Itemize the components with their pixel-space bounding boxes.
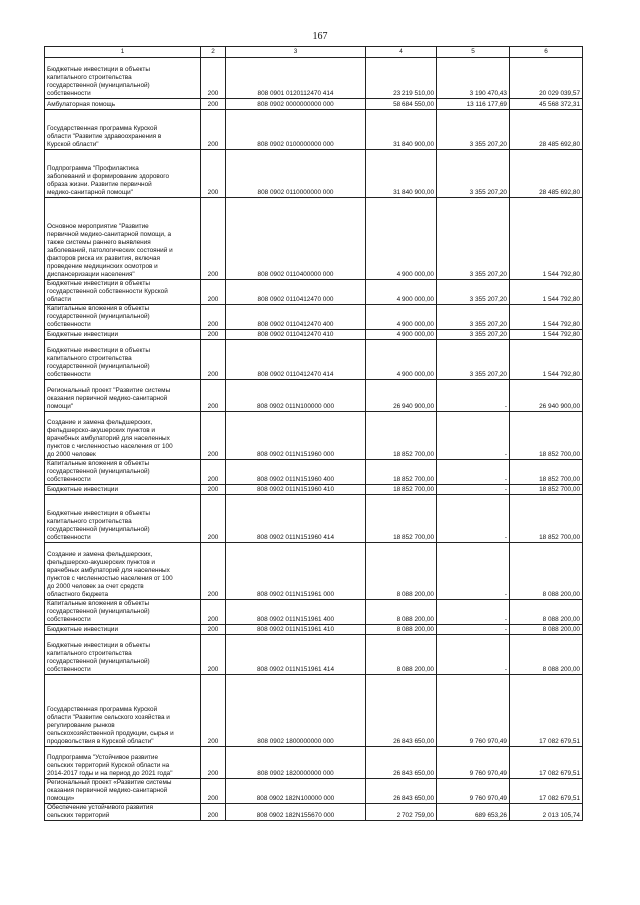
row-name-cell: Бюджетные инвестиции в объекты государственной собственности Курской области: [45, 280, 201, 305]
row-kbk-cell: 808 0902 1820000000 000: [226, 747, 366, 779]
row-amount-cell: 9 760 970,49: [437, 675, 510, 747]
row-amount-cell: -: [437, 485, 510, 495]
row-amount-cell: -: [437, 543, 510, 600]
row-amount-cell: 18 852 700,00: [366, 412, 437, 460]
row-kbk-cell: 808 0902 0110412470 414: [226, 340, 366, 380]
row-amount-cell: 2 013 105,74: [510, 804, 583, 821]
row-amount-cell: 3 355 207,20: [437, 330, 510, 340]
row-code-cell: 200: [201, 495, 226, 543]
row-amount-cell: 8 088 200,00: [510, 635, 583, 675]
row-amount-cell: 18 852 700,00: [510, 412, 583, 460]
row-kbk-cell: 808 0902 0000000000 000: [226, 99, 366, 110]
row-amount-cell: 4 900 000,00: [366, 198, 437, 280]
row-amount-cell: -: [437, 412, 510, 460]
row-name-cell: Подпрограмма "Устойчивое развитие сельских территорий Курской области на 2014-2017 годы и на период до 2021 года": [45, 747, 201, 779]
row-kbk-cell: 808 0902 011N151960 414: [226, 495, 366, 543]
row-name-cell: Бюджетные инвестиции в объекты капитального строительства государственной (муниципальной) собственности: [45, 340, 201, 380]
row-code-cell: 200: [201, 485, 226, 495]
row-amount-cell: 31 840 900,00: [366, 110, 437, 150]
table-row: [45, 600, 583, 625]
row-amount-cell: 8 088 200,00: [510, 600, 583, 625]
row-code-cell: 200: [201, 460, 226, 485]
row-amount-cell: 8 088 200,00: [366, 635, 437, 675]
row-name-cell: Капитальные вложения в объекты государственной (муниципальной) собственности: [45, 305, 201, 330]
row-kbk-cell: 808 0902 011N151961 400: [226, 600, 366, 625]
row-amount-cell: 1 544 792,80: [510, 340, 583, 380]
row-amount-cell: 3 355 207,20: [437, 150, 510, 198]
row-amount-cell: 13 116 177,69: [437, 99, 510, 110]
row-amount-cell: 18 852 700,00: [510, 485, 583, 495]
row-name-cell: Бюджетные инвестиции в объекты капитального строительства государственной (муниципальной) собственности: [45, 58, 201, 99]
row-code-cell: 200: [201, 305, 226, 330]
row-kbk-cell: 808 0902 182N155670 000: [226, 804, 366, 821]
row-amount-cell: -: [437, 625, 510, 635]
row-kbk-cell: 808 0902 0110000000 000: [226, 150, 366, 198]
row-amount-cell: 8 088 200,00: [366, 543, 437, 600]
row-code-cell: 200: [201, 99, 226, 110]
row-code-cell: 200: [201, 675, 226, 747]
column-header: 3: [226, 47, 366, 58]
row-amount-cell: 8 088 200,00: [366, 600, 437, 625]
table-row: [45, 305, 583, 330]
row-kbk-cell: 808 0902 0110400000 000: [226, 198, 366, 280]
row-amount-cell: 26 940 900,00: [510, 380, 583, 412]
row-code-cell: 200: [201, 280, 226, 305]
table-row: [45, 495, 583, 543]
row-code-cell: 200: [201, 804, 226, 821]
row-name-cell: Бюджетные инвестиции в объекты капитального строительства государственной (муниципальной) собственности: [45, 495, 201, 543]
row-amount-cell: 1 544 792,80: [510, 330, 583, 340]
row-amount-cell: 17 082 679,51: [510, 675, 583, 747]
row-code-cell: 200: [201, 198, 226, 280]
page-number: 167: [312, 31, 328, 42]
table-row: [45, 110, 583, 150]
row-amount-cell: 18 852 700,00: [366, 495, 437, 543]
column-header: 5: [437, 47, 510, 58]
table-row: [45, 460, 583, 485]
row-amount-cell: 3 355 207,20: [437, 110, 510, 150]
row-name-cell: Подпрограмма "Профилактика заболеваний и формирование здорового образа жизни. Развитие первичной медико-санитарной помощи": [45, 150, 201, 198]
row-amount-cell: 31 840 900,00: [366, 150, 437, 198]
row-amount-cell: 26 940 900,00: [366, 380, 437, 412]
table-row: [45, 779, 583, 804]
table-row: [45, 340, 583, 380]
row-amount-cell: 18 852 700,00: [366, 485, 437, 495]
row-kbk-cell: 808 0902 011N151961 000: [226, 543, 366, 600]
table-row: [45, 625, 583, 635]
row-amount-cell: -: [437, 380, 510, 412]
row-amount-cell: 4 900 000,00: [366, 330, 437, 340]
row-amount-cell: 8 088 200,00: [510, 543, 583, 600]
row-amount-cell: 3 355 207,20: [437, 280, 510, 305]
row-kbk-cell: 808 0902 0110412470 000: [226, 280, 366, 305]
row-amount-cell: 1 544 792,80: [510, 198, 583, 280]
table-row: [45, 150, 583, 198]
row-amount-cell: 28 485 692,80: [510, 110, 583, 150]
row-amount-cell: 1 544 792,80: [510, 305, 583, 330]
row-kbk-cell: 808 0902 0110412470 410: [226, 330, 366, 340]
row-name-cell: Капитальные вложения в объекты государственной (муниципальной) собственности: [45, 600, 201, 625]
row-name-cell: Региональный проект "Развитие системы оказания первичной медико-санитарной помощи": [45, 380, 201, 412]
row-kbk-cell: 808 0902 1800000000 000: [226, 675, 366, 747]
row-code-cell: 200: [201, 543, 226, 600]
row-name-cell: Государственная программа Курской области "Развитие здравоохранения в Курской области": [45, 110, 201, 150]
row-amount-cell: 4 900 000,00: [366, 340, 437, 380]
row-amount-cell: 3 355 207,20: [437, 198, 510, 280]
row-code-cell: 200: [201, 380, 226, 412]
row-amount-cell: 17 082 679,51: [510, 779, 583, 804]
row-amount-cell: 18 852 700,00: [510, 495, 583, 543]
row-name-cell: Бюджетные инвестиции: [45, 330, 201, 340]
row-amount-cell: 9 760 970,49: [437, 779, 510, 804]
row-kbk-cell: 808 0902 011N151960 410: [226, 485, 366, 495]
row-kbk-cell: 808 0901 0120112470 414: [226, 58, 366, 99]
table-row: [45, 198, 583, 280]
row-name-cell: Региональный проект «Развитие системы оказания первичной медико-санитарной помощи»: [45, 779, 201, 804]
budget-table: [44, 46, 583, 821]
row-code-cell: 200: [201, 600, 226, 625]
row-kbk-cell: 808 0902 182N100000 000: [226, 779, 366, 804]
row-code-cell: 200: [201, 779, 226, 804]
row-amount-cell: 18 852 700,00: [366, 460, 437, 485]
row-kbk-cell: 808 0902 0110412470 400: [226, 305, 366, 330]
row-amount-cell: 17 082 679,51: [510, 747, 583, 779]
row-name-cell: Амбулаторная помощь: [45, 99, 201, 110]
row-code-cell: 200: [201, 747, 226, 779]
row-amount-cell: 8 088 200,00: [510, 625, 583, 635]
table-row: [45, 280, 583, 305]
table-row: [45, 485, 583, 495]
row-amount-cell: 20 029 039,57: [510, 58, 583, 99]
table-row: [45, 380, 583, 412]
row-code-cell: 200: [201, 58, 226, 99]
row-code-cell: 200: [201, 412, 226, 460]
row-amount-cell: 8 088 200,00: [366, 625, 437, 635]
row-code-cell: 200: [201, 625, 226, 635]
row-amount-cell: 26 843 650,00: [366, 675, 437, 747]
row-code-cell: 200: [201, 110, 226, 150]
table-row: [45, 804, 583, 821]
table-row: [45, 675, 583, 747]
row-name-cell: Создание и замена фельдшерских, фельдшерско-акушерских пунктов и врачебных амбулаторий для населенных пунктов с численностью населения от 100 до 2000 человек за счет средств областного бюджета: [45, 543, 201, 600]
row-amount-cell: 58 684 550,00: [366, 99, 437, 110]
row-kbk-cell: 808 0902 011N151960 000: [226, 412, 366, 460]
row-amount-cell: 4 900 000,00: [366, 280, 437, 305]
row-kbk-cell: 808 0902 011N151960 400: [226, 460, 366, 485]
row-amount-cell: 3 355 207,20: [437, 340, 510, 380]
column-header: 2: [201, 47, 226, 58]
row-amount-cell: 2 702 759,00: [366, 804, 437, 821]
row-kbk-cell: 808 0902 011N100000 000: [226, 380, 366, 412]
row-kbk-cell: 808 0902 011N151961 410: [226, 625, 366, 635]
row-amount-cell: 3 190 470,43: [437, 58, 510, 99]
table-row: [45, 58, 583, 99]
row-amount-cell: 23 219 510,00: [366, 58, 437, 99]
column-header: 6: [510, 47, 583, 58]
table-row: [45, 543, 583, 600]
table-row: [45, 635, 583, 675]
row-code-cell: 200: [201, 635, 226, 675]
row-name-cell: Бюджетные инвестиции: [45, 625, 201, 635]
row-name-cell: Бюджетные инвестиции в объекты капитального строительства государственной (муниципальной) собственности: [45, 635, 201, 675]
row-amount-cell: 26 843 650,00: [366, 747, 437, 779]
row-amount-cell: -: [437, 495, 510, 543]
row-amount-cell: 9 760 970,49: [437, 747, 510, 779]
row-amount-cell: -: [437, 600, 510, 625]
table-row: [45, 99, 583, 110]
table-body: [45, 58, 583, 821]
row-amount-cell: 4 900 000,00: [366, 305, 437, 330]
row-name-cell: Основное мероприятие "Развитие первичной медико-санитарной помощи, а также системы раннего выявления заболеваний, патологических состояний и факторов риска их развития, включая проведение медицинских осмотров и диспансеризации населения": [45, 198, 201, 280]
row-name-cell: Государственная программа Курской области "Развитие сельского хозяйства и регулирование рынков сельскохозяйственной продукции, сырья и продовольствия в Курской области": [45, 675, 201, 747]
row-amount-cell: -: [437, 635, 510, 675]
row-name-cell: Обеспечение устойчивого развития сельских территорий: [45, 804, 201, 821]
row-name-cell: Создание и замена фельдшерских, фельдшерско-акушерских пунктов и врачебных амбулаторий для населенных пунктов с численностью населения от 100 до 2000 человек: [45, 412, 201, 460]
column-header: 4: [366, 47, 437, 58]
row-amount-cell: 689 653,26: [437, 804, 510, 821]
row-amount-cell: 1 544 792,80: [510, 280, 583, 305]
column-header: 1: [45, 47, 201, 58]
table-row: [45, 412, 583, 460]
row-amount-cell: -: [437, 460, 510, 485]
row-name-cell: Бюджетные инвестиции: [45, 485, 201, 495]
row-kbk-cell: 808 0902 0100000000 000: [226, 110, 366, 150]
row-code-cell: 200: [201, 330, 226, 340]
row-amount-cell: 28 485 692,80: [510, 150, 583, 198]
row-code-cell: 200: [201, 340, 226, 380]
row-kbk-cell: 808 0902 011N151961 414: [226, 635, 366, 675]
table-row: [45, 747, 583, 779]
row-amount-cell: 18 852 700,00: [510, 460, 583, 485]
row-name-cell: Капитальные вложения в объекты государственной (муниципальной) собственности: [45, 460, 201, 485]
row-amount-cell: 26 843 650,00: [366, 779, 437, 804]
row-amount-cell: 3 355 207,20: [437, 305, 510, 330]
table-header-row: [45, 47, 583, 58]
row-code-cell: 200: [201, 150, 226, 198]
table-row: [45, 330, 583, 340]
row-amount-cell: 45 568 372,31: [510, 99, 583, 110]
